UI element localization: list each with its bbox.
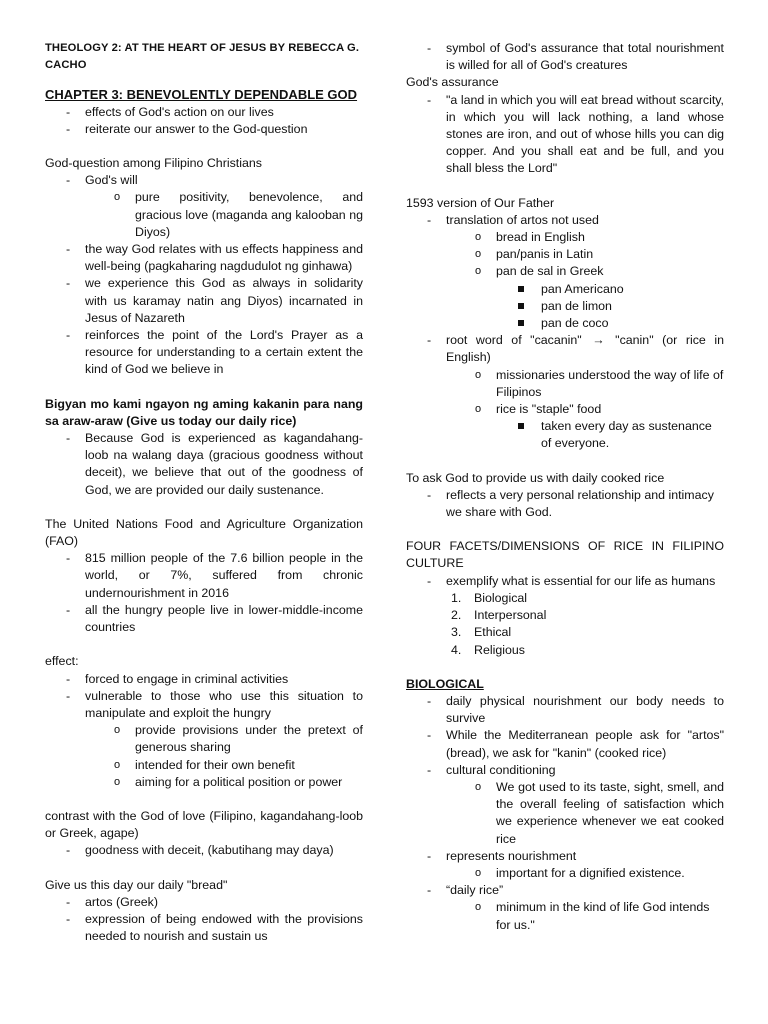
section-heading: Give us this day our daily "bread" xyxy=(45,877,228,892)
sub-list-item: o pan/panis in Latin xyxy=(475,247,594,262)
bread-list xyxy=(45,894,363,946)
sub-list-item: o minimum in the kind of life God intends for us." xyxy=(475,900,710,932)
list-item: - all the hungry people live in lower-middle-income countries xyxy=(66,602,363,635)
sub-list-item: o bread in English xyxy=(475,230,585,245)
sub-list-item: o important for a dignified existence. xyxy=(475,865,685,880)
list-item: - effects of God's action on our lives xyxy=(66,104,274,119)
section-heading: BIOLOGICAL xyxy=(406,676,484,691)
section-heading: God's assurance xyxy=(406,75,499,90)
list-item: - daily physical nourishment our body needs to survive xyxy=(427,693,724,726)
sub-list-item: o aiming for a political position or power xyxy=(114,774,343,789)
sub-sub-list-item: pan de coco xyxy=(406,315,724,332)
numbered-item: 3. Ethical xyxy=(451,625,512,640)
list-item: - reinforces the point of the Lord's Prayer as a resource for understanding to a certain extent the kind of God we believe in xyxy=(66,328,363,377)
biological-list xyxy=(406,693,724,934)
section-heading: FOUR FACETS/DIMENSIONS OF RICE IN FILIPINO CULTURE xyxy=(406,539,724,571)
bigyan-list xyxy=(45,430,363,499)
sub-list-item: o intended for their own benefit xyxy=(114,757,295,772)
square-bullet-icon xyxy=(518,320,524,326)
arrow-right-icon: → xyxy=(592,333,605,348)
list-item: - goodness with deceit, (kabutihang may daya) xyxy=(66,843,334,858)
sub-list-item: o rice is "staple" food xyxy=(475,402,602,417)
list-item: - symbol of God's assurance that total nourishment is willed for all of God's creatures xyxy=(427,41,724,73)
chapter-title: CHAPTER 3: BENEVOLENTLY DEPENDABLE GOD xyxy=(45,87,358,103)
ask-list xyxy=(406,487,724,521)
sub-list-item: o pure positivity, benevolence, and gracious love (maganda ang kalooban ng Diyos) xyxy=(114,190,363,239)
section-heading: 1593 version of Our Father xyxy=(406,195,555,210)
list-item: - forced to engage in criminal activities xyxy=(66,671,289,686)
section-heading: effect: xyxy=(45,654,79,669)
list-item: - exemplify what is essential for our life as humans xyxy=(427,573,716,588)
list-item: - expression of being endowed with the provisions needed to nourish and sustain us xyxy=(66,911,363,944)
list-item: - God's will xyxy=(66,173,138,188)
right-column xyxy=(406,40,724,934)
godq-list xyxy=(45,172,363,378)
list-item: - Because God is experienced as kagandahang-loob na walang daya (gracious goodness without deceit), we believe that out of the goodness of God, we are provided our daily sustenance. xyxy=(66,431,363,497)
ourfather-list xyxy=(406,212,724,453)
effect-list xyxy=(45,671,363,791)
list-item: - 815 million people of the 7.6 billion people in the world, or 7%, suffered from chronic undernourishment in 2016 xyxy=(66,551,363,600)
sub-list-item: o We got used to its taste, sight, smell, and the overall feeling of satisfaction which we experience whenever we eat cooked rice xyxy=(475,779,724,846)
sub-list-item: o pan de sal in Greek xyxy=(475,264,604,279)
sub-sub-list-item: taken every day as sustenance of everyone. xyxy=(406,418,724,452)
sub-list-item: o missionaries understood the way of life of Filipinos xyxy=(475,367,724,399)
bread-list-continued xyxy=(406,40,724,74)
numbered-item: 4. Religious xyxy=(451,642,525,657)
list-item: - artos (Greek) xyxy=(66,894,158,909)
chapter-list xyxy=(45,104,363,138)
square-bullet-icon xyxy=(518,286,524,292)
square-bullet-icon xyxy=(518,303,524,309)
list-item: - cultural conditioning xyxy=(427,762,556,777)
list-item: - reflects a very personal relationship and intimacy we share with God. xyxy=(427,487,714,520)
section-heading: To ask God to provide us with daily cooked rice xyxy=(406,470,665,485)
list-item: - represents nourishment xyxy=(427,848,577,863)
list-item: - we experience this God as always in solidarity with us karamay natin ang Diyos) incarnated in Jesus of Nazareth xyxy=(66,276,363,325)
list-item: - translation of artos not used xyxy=(427,212,599,227)
fao-list xyxy=(45,550,363,636)
assurance-list xyxy=(406,92,724,178)
section-heading: contrast with the God of love (Filipino, kagandahang-loob or Greek, agape) xyxy=(45,808,363,841)
sub-sub-list-item: pan de limon xyxy=(406,298,724,315)
list-item: - the way God relates with us effects happiness and well-being (pagkaharing nagdudulot ng ginhawa) xyxy=(66,242,363,274)
contrast-list xyxy=(45,842,363,859)
list-item: - reiterate our answer to the God-question xyxy=(66,121,308,136)
list-item: - "a land in which you will eat bread without scarcity, in which you will lack nothing, a land whose stones are iron, and out of whose hills you can dig copper. And you shall eat and be full, and you shall bless the Lord" xyxy=(427,92,724,176)
list-item: - root word of "cacanin" → "canin" (or rice in English) xyxy=(427,333,724,365)
list-item: - vulnerable to those who use this situation to manipulate and exploit the hungry xyxy=(66,688,363,720)
section-heading: The United Nations Food and Agriculture Organization (FAO) xyxy=(45,516,363,549)
left-column xyxy=(45,40,363,945)
sub-sub-list-item: pan Americano xyxy=(406,281,724,298)
document-title: THEOLOGY 2: AT THE HEART OF JESUS BY REBECCA G. CACHO xyxy=(45,42,360,72)
section-heading: God-question among Filipino Christians xyxy=(45,156,262,171)
section-heading: Bigyan mo kami ngayon ng aming kakanin para nang sa araw-araw (Give us today our daily rice) xyxy=(45,396,363,428)
list-item: - While the Mediterranean people ask for "artos" (bread), we ask for "kanin" (cooked rice) xyxy=(427,728,724,760)
numbered-item: 1. Biological xyxy=(451,590,528,605)
facets-list xyxy=(406,573,724,659)
square-bullet-icon xyxy=(518,423,524,429)
numbered-item: 2. Interpersonal xyxy=(451,608,547,623)
sub-list-item: o provide provisions under the pretext of generous sharing xyxy=(114,723,363,755)
list-item: - “daily rice” xyxy=(427,883,504,898)
